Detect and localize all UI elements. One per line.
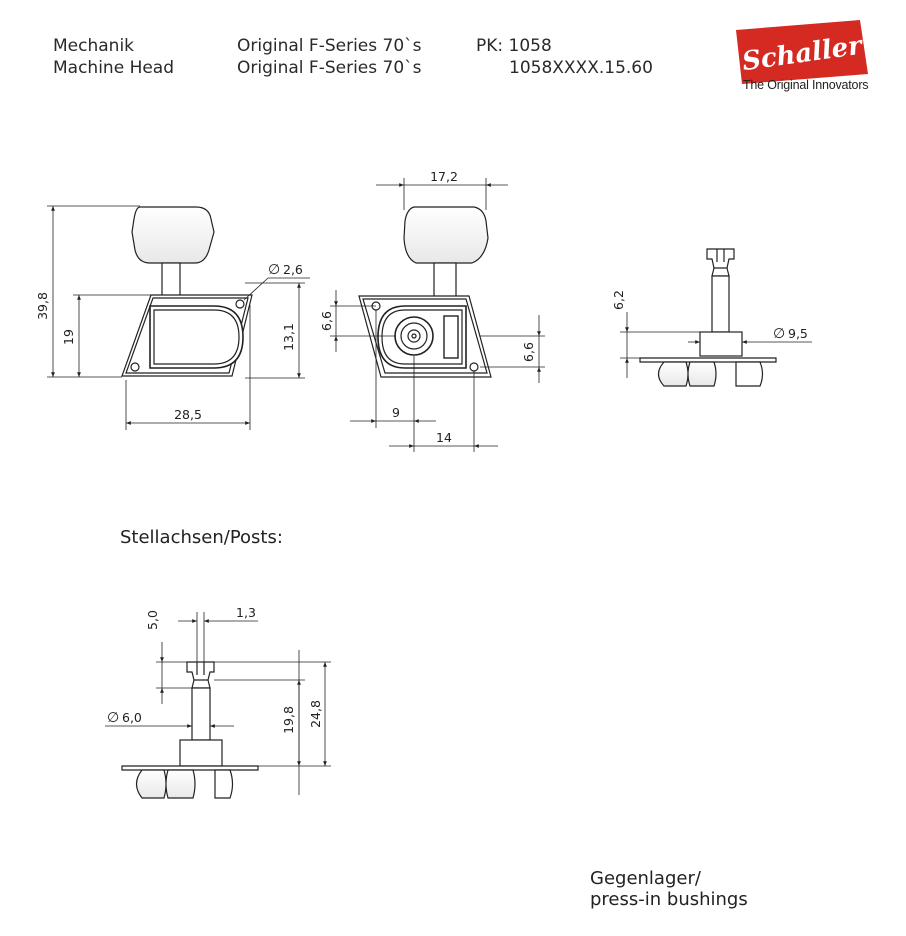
pk-number: PK: 1058 xyxy=(476,36,552,56)
dim-hole-diameter-symbol: ∅ xyxy=(268,262,281,278)
post-shaft xyxy=(192,688,210,740)
model-label-en: Original F-Series 70`s xyxy=(237,58,422,78)
bushing-collar xyxy=(700,332,742,356)
logo-tagline: The Original Innovators xyxy=(743,78,869,92)
dim-hole-diameter: 2,6 xyxy=(283,262,303,277)
dim-front-hole-offset: 14 xyxy=(436,430,452,445)
post-view xyxy=(122,662,258,798)
bushing-knob xyxy=(659,362,717,386)
side-view xyxy=(122,207,252,376)
side-gear-cover xyxy=(150,306,243,368)
part-number: 1058XXXX.15.60 xyxy=(509,58,653,78)
dim-post-slot-depth: 5,0 xyxy=(145,610,160,630)
dim-bushing-diameter: 9,5 xyxy=(788,326,808,341)
bushing-post-top xyxy=(707,249,734,268)
dim-post-diameter-symbol: ∅ xyxy=(107,710,120,726)
posts-section-title: Stellachsen/Posts: xyxy=(120,527,283,548)
side-key-button xyxy=(132,207,214,263)
logo-wordmark: Schaller xyxy=(740,30,864,78)
model-label-de: Original F-Series 70`s xyxy=(237,36,422,56)
dim-side-width: 28,5 xyxy=(174,407,202,422)
dim-post-height-short: 19,8 xyxy=(281,706,296,734)
dim-bushing-height: 6,2 xyxy=(611,290,626,310)
post-top xyxy=(187,662,214,680)
dim-post-height-total: 24,8 xyxy=(308,700,323,728)
dim-hole-spacing-vertical: 13,1 xyxy=(281,323,296,351)
type-label-de: Mechanik xyxy=(53,36,135,56)
front-view xyxy=(359,207,491,377)
front-key-button xyxy=(404,207,488,263)
bushing-post-shaft xyxy=(712,276,729,332)
dim-bushing-diameter-symbol: ∅ xyxy=(773,326,786,342)
dim-front-right-offset: 6,6 xyxy=(521,342,536,362)
bushing-view xyxy=(640,249,776,386)
post-collar xyxy=(180,740,222,766)
type-label-en: Machine Head xyxy=(53,58,175,78)
bushings-title-line2: press-in bushings xyxy=(590,889,748,910)
front-gear-housing xyxy=(378,306,466,368)
dim-side-lower-height: 19 xyxy=(61,329,76,345)
bushings-title-line1: Gegenlager/ xyxy=(590,868,701,889)
dim-front-post-offset: 9 xyxy=(392,405,400,420)
dim-side-total-height: 39,8 xyxy=(35,292,50,320)
dim-post-slot-width: 1,3 xyxy=(236,605,256,620)
dim-front-left-offset: 6,6 xyxy=(319,311,334,331)
post-knob xyxy=(137,770,196,798)
dim-post-diameter: 6,0 xyxy=(122,710,142,725)
dim-front-button-width: 17,2 xyxy=(430,169,458,184)
